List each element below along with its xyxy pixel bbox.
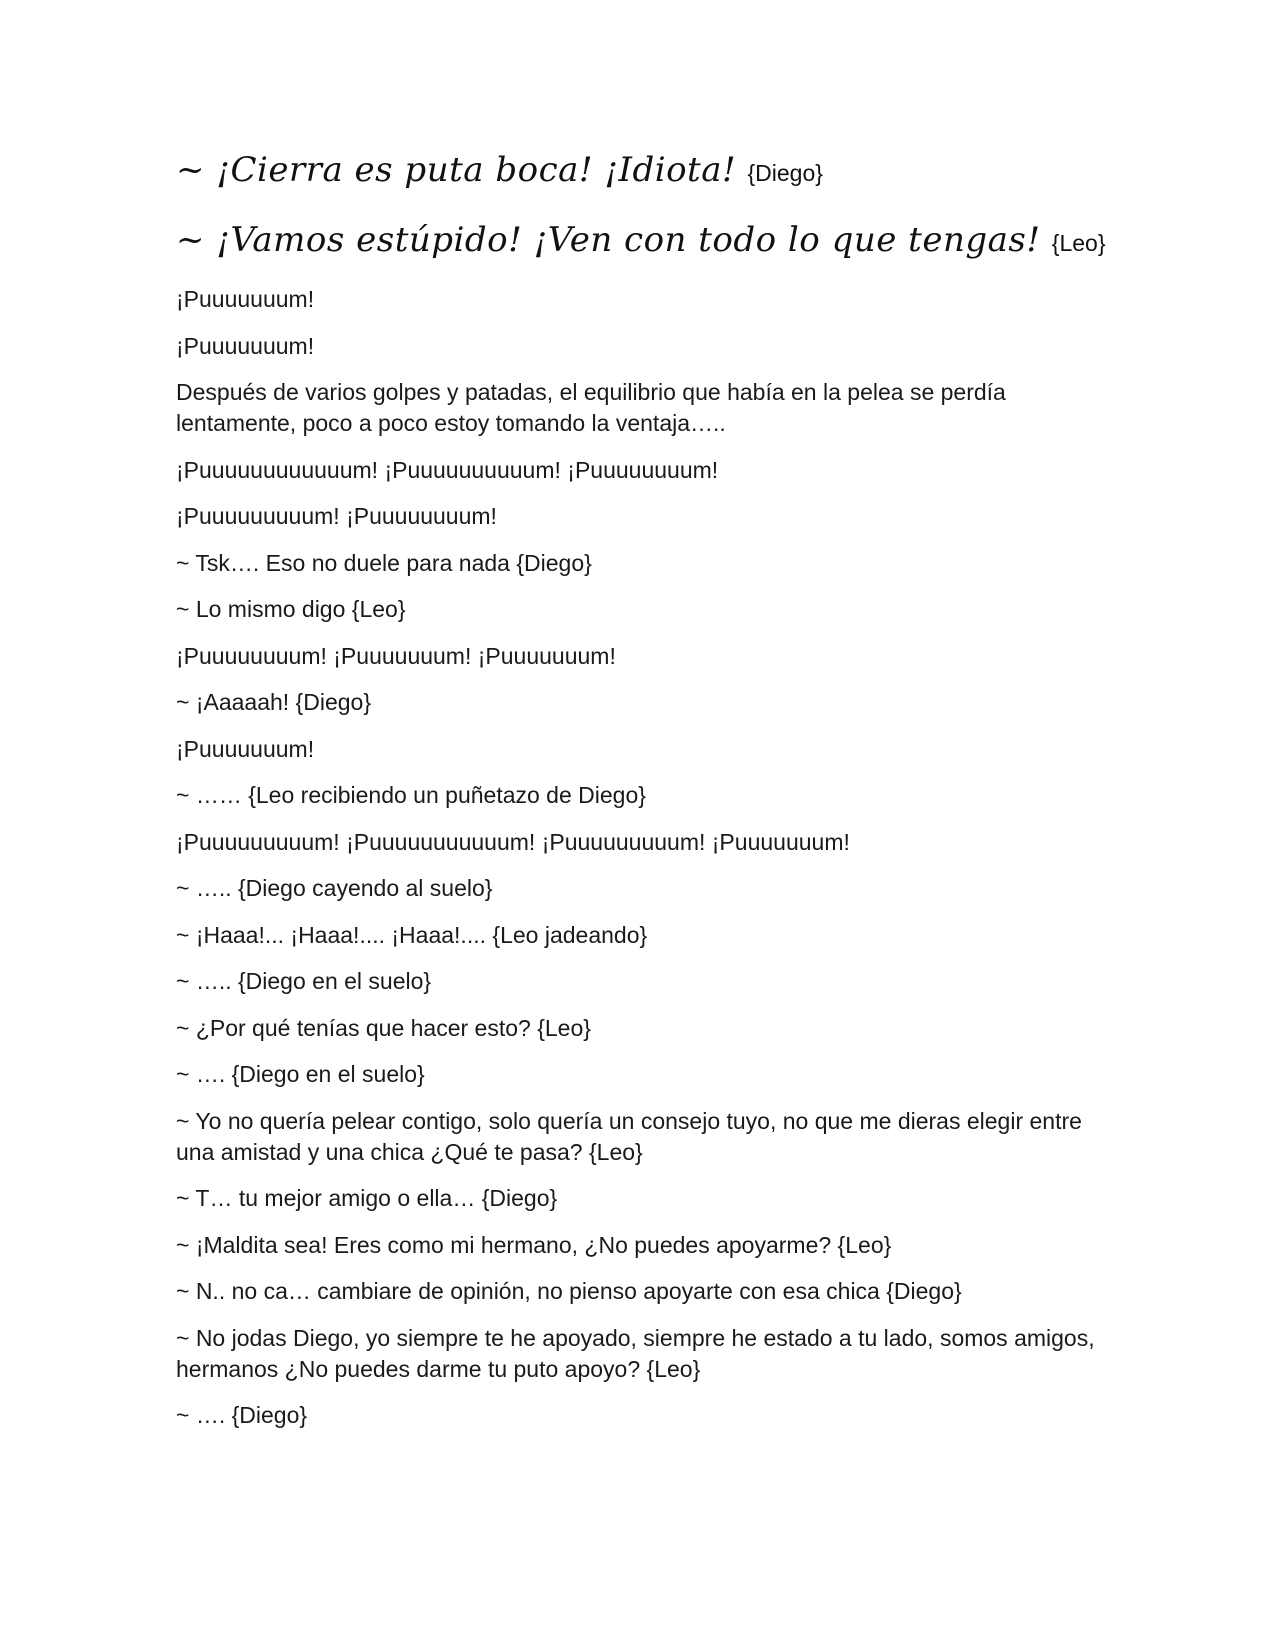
story-body [176,284,1116,1431]
shout-text: ~ ¡Vamos estúpido! ¡Ven con todo lo que tengas! [176,220,1052,260]
paragraph: ~ ….. {Diego cayendo al suelo} [176,875,493,901]
paragraph: ~ ¿Por qué tenías que hacer esto? {Leo} [176,1014,591,1041]
paragraph: ¡Puuuuuuuuum! ¡Puuuuuuuuuuum! ¡Puuuuuuuuum! ¡Puuuuuuum! [176,828,850,855]
paragraph: ¡Puuuuuuum! [176,286,315,312]
paragraph: ~ Tsk…. Eso no duele para nada {Diego} [176,549,592,576]
paragraph: ~ …. {Diego} [176,1402,308,1428]
paragraph: ¡Puuuuuuuum! ¡Puuuuuuum! ¡Puuuuuuum! [176,642,616,669]
shout-line-diego [176,150,1116,220]
paragraph: ~ …. {Diego en el suelo} [176,1061,425,1087]
paragraph: ~ ¡Haaa!... ¡Haaa!.... ¡Haaa!.... {Leo jadeando} [176,921,648,948]
paragraph: ~ T… tu mejor amigo o ella… {Diego} [176,1185,558,1211]
paragraph: ~ Lo mismo digo {Leo} [176,596,406,622]
document-page [176,150,1116,1447]
paragraph: ¡Puuuuuuuuum! ¡Puuuuuuuum! [176,503,497,529]
paragraph: Después de varios golpes y patadas, el equilibrio que había en la pelea se perdía lentamente, poco a poco estoy tomando la ventaja….. [176,379,1006,436]
paragraph: ~ ¡Maldita sea! Eres como mi hermano, ¿No puedes apoyarme? {Leo} [176,1231,892,1258]
paragraph: ~ …… {Leo recibiendo un puñetazo de Diego} [176,782,646,808]
paragraph: ~ ….. {Diego en el suelo} [176,968,432,994]
speaker-tag: {Leo} [1051,230,1106,256]
paragraph: ¡Puuuuuuuuuuuum! ¡Puuuuuuuuuum! ¡Puuuuuuuum! [176,456,719,483]
speaker-tag: {Diego} [747,160,823,186]
shout-line-leo [176,220,1116,290]
paragraph: ¡Puuuuuuum! [176,735,315,762]
paragraph: ~ N.. no ca… cambiare de opinión, no pienso apoyarte con esa chica {Diego} [176,1278,962,1304]
paragraph: ~ ¡Aaaaah! {Diego} [176,689,372,715]
shout-text: ~ ¡Cierra es puta boca! ¡Idiota! [176,150,748,190]
paragraph: ~ No jodas Diego, yo siempre te he apoyado, siempre he estado a tu lado, somos amigos, hermanos ¿No puedes darme tu puto apoyo? {Leo} [176,1324,1095,1382]
paragraph: ¡Puuuuuuum! [176,332,315,359]
paragraph: ~ Yo no quería pelear contigo, solo quería un consejo tuyo, no que me dieras elegir entre una amistad y una chica ¿Qué te pasa? {Leo} [176,1107,1082,1165]
